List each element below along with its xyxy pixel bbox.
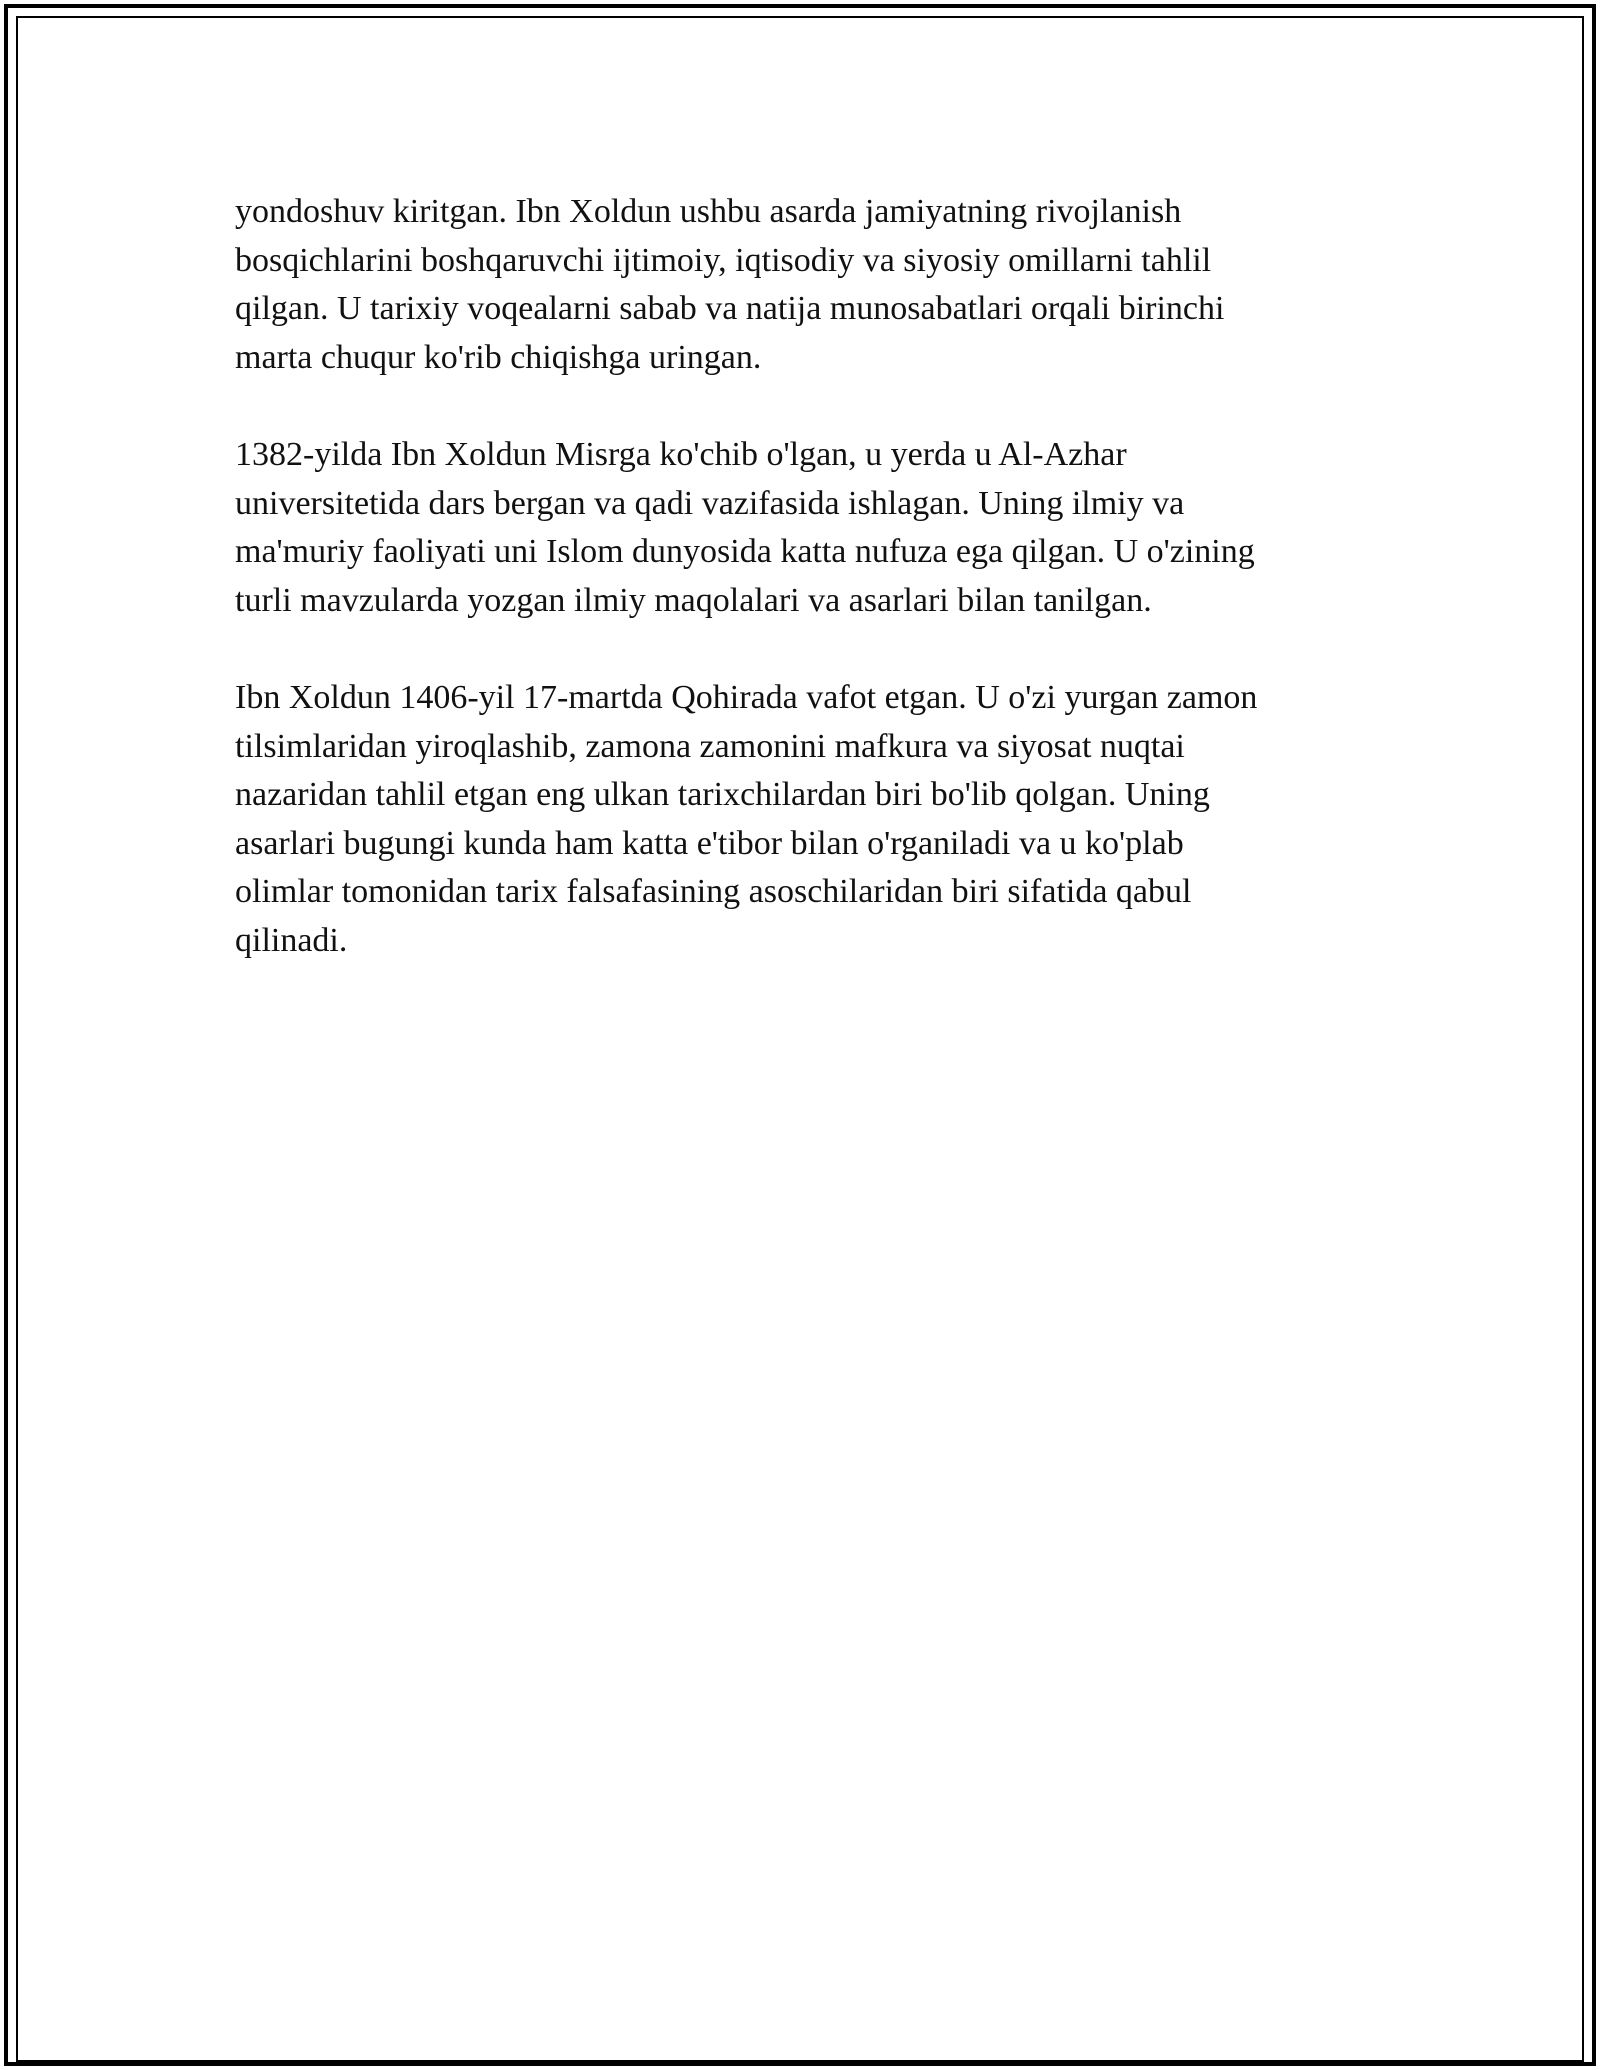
- paragraph-1: yondoshuv kiritgan. Ibn Xoldun ushbu asarda jamiyatning rivojlanish bosqichlarini boshqaruvchi ijtimoiy, iqtisodiy va siyosiy omillarni tahlil qilgan. U tarixiy voqealarni sabab va natija munosabatlari orqali birinchi marta chuqur ko'rib chiqishga uringan.: [235, 193, 1225, 376]
- paragraph-3: Ibn Xoldun 1406-yil 17-martda Qohirada vafot etgan. U o'zi yurgan zamon tilsimlaridan yiroqlashib, zamona zamonini mafkura va siyosat nuqtai nazaridan tahlil etgan eng ulkan tarixchilardan biri bo'lib qolgan. Uning asarlari bugungi kunda ham katta e'tibor bilan o'rganiladi va u ko'plab olimlar tomonidan tarix falsafasining asoschilaridan biri sifatida qabul qilinadi.: [235, 679, 1258, 959]
- document-body: [235, 188, 1365, 1014]
- paragraph-2: 1382-yilda Ibn Xoldun Misrga ko'chib o'lgan, u yerda u Al-Azhar universitetida dars bergan va qadi vazifasida ishlagan. Uning ilmiy va ma'muriy faoliyati uni Islom dunyosida katta nufuza ega qilgan. U o'zining turli mavzularda yozgan ilmiy maqolalari va asarlari bilan tanilgan.: [235, 436, 1255, 619]
